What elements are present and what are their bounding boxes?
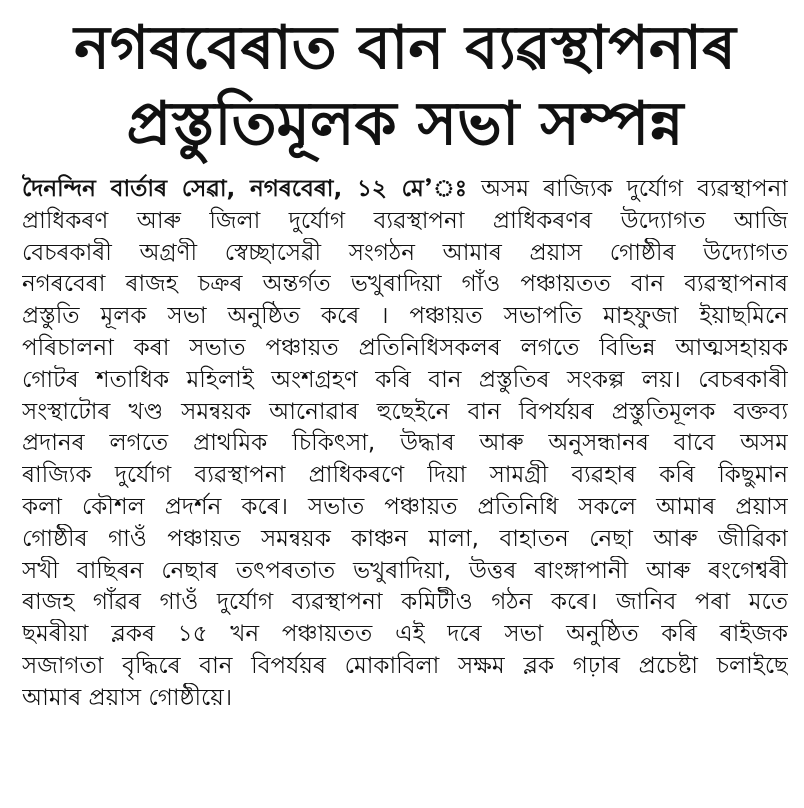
body-line-16: সজাগতা বৃদ্ধিৰে বান বিপৰ্যয়ৰ মোকাবিলা সক্ষম ব্লক গঢ়াৰ প্ৰচেষ্টা চলাইছে xyxy=(22,652,788,679)
body-line-5: প্ৰস্তুতি মূলক সভা অনুষ্ঠিত কৰে । পঞ্চায়ত সভাপতি মাহফুজা ইয়াছমিনে xyxy=(22,303,788,330)
body-line-3: বেচৰকাৰী অগ্ৰণী স্বেচ্ছাসেৱী সংগঠন আমাৰ প্ৰয়াস গোষ্ঠীৰ উদ্যোগত xyxy=(22,239,788,266)
body-line-2: প্ৰাধিকৰণ আৰু জিলা দুৰ্যোগ ব্যৱস্থাপনা প্ৰাধিকৰণৰ উদ্যোগত আজি xyxy=(22,207,788,234)
body-line-9: প্ৰদানৰ লগতে প্ৰাথমিক চিকিৎসা, উদ্ধাৰ আৰু অনুসন্ধানৰ বাবে অসম xyxy=(22,430,788,457)
body-line-8: সংস্থাটোৰ খণ্ড সমন্বয়ক আনোৱাৰ হুছেইনে বান বিপৰ্যয়ৰ প্ৰস্তুতিমূলক বক্তব্য xyxy=(22,398,788,425)
body-line-11: কলা কৌশল প্ৰদৰ্শন কৰে। সভাত পঞ্চায়ত প্ৰতিনিধি সকলে আমাৰ প্ৰয়াস xyxy=(22,493,788,520)
body-line-14: ৰাজহ গাঁৱৰ গাওঁ দুৰ্যোগ ব্যৱস্থাপনা কমিটীও গঠন কৰে। জানিব পৰা মতে xyxy=(22,589,788,616)
dateline: দৈনন্দিন বাৰ্তাৰ সেৱা, নগৰবেৰা, ১২ মে’ঃ xyxy=(22,176,467,202)
body-line-1 xyxy=(22,174,788,206)
body-line-1-text: অসম ৰাজ্যিক দুৰ্যোগ ব্যৱস্থাপনা xyxy=(481,176,788,202)
body-line-4: নগৰবেৰা ৰাজহ চক্ৰৰ অন্তৰ্গত ভখুৰাদিয়া গাঁও পঞ্চায়তত বান ব্যৱস্থাপনাৰ xyxy=(22,271,788,298)
body-line-15: ছমৰীয়া ব্লকৰ ১৫ খন পঞ্চায়তত এই দৰে সভা অনুষ্ঠিত কৰি ৰাইজক xyxy=(22,621,788,648)
article-body xyxy=(22,174,788,715)
body-line-17: আমাৰ প্ৰয়াস গোষ্ঠীয়ে। xyxy=(22,684,233,711)
body-line-12: গোষ্ঠীৰ গাওঁ পঞ্চায়ত সমন্বয়ক কাঞ্চন মালা, বাহাতন নেছা আৰু জীৱিকা xyxy=(22,525,788,552)
body-line-7: গোটৰ শতাধিক মহিলাই অংশগ্ৰহণ কৰি বান প্ৰস্তুতিৰ সংকল্প লয়। বেচৰকাৰী xyxy=(22,366,788,393)
body-line-13: সখী বাছিৰন নেছাৰ তৎপৰতাত ভখুৰাদিয়া, উত্তৰ ৰাংঙ্গাপানী আৰু ৰংগেশ্বৰী xyxy=(22,557,788,584)
body-line-10: ৰাজ্যিক দুৰ্যোগ ব্যৱস্থাপনা প্ৰাধিকৰণে দিয়া সামগ্ৰী ব্যৱহাৰ কৰি কিছুমান xyxy=(22,462,788,489)
headline-line-1: নগৰবেৰাত বান ব্যৱস্থাপনাৰ xyxy=(74,13,736,83)
headline xyxy=(22,10,788,162)
body-line-6: পৰিচালনা কৰা সভাত পঞ্চায়ত প্ৰতিনিধিসকলৰ লগতে বিভিন্ন আত্মসহায়ক xyxy=(22,334,788,361)
headline-line-2: প্ৰস্তুতিমূলক সভা সম্পন্ন xyxy=(126,89,684,159)
